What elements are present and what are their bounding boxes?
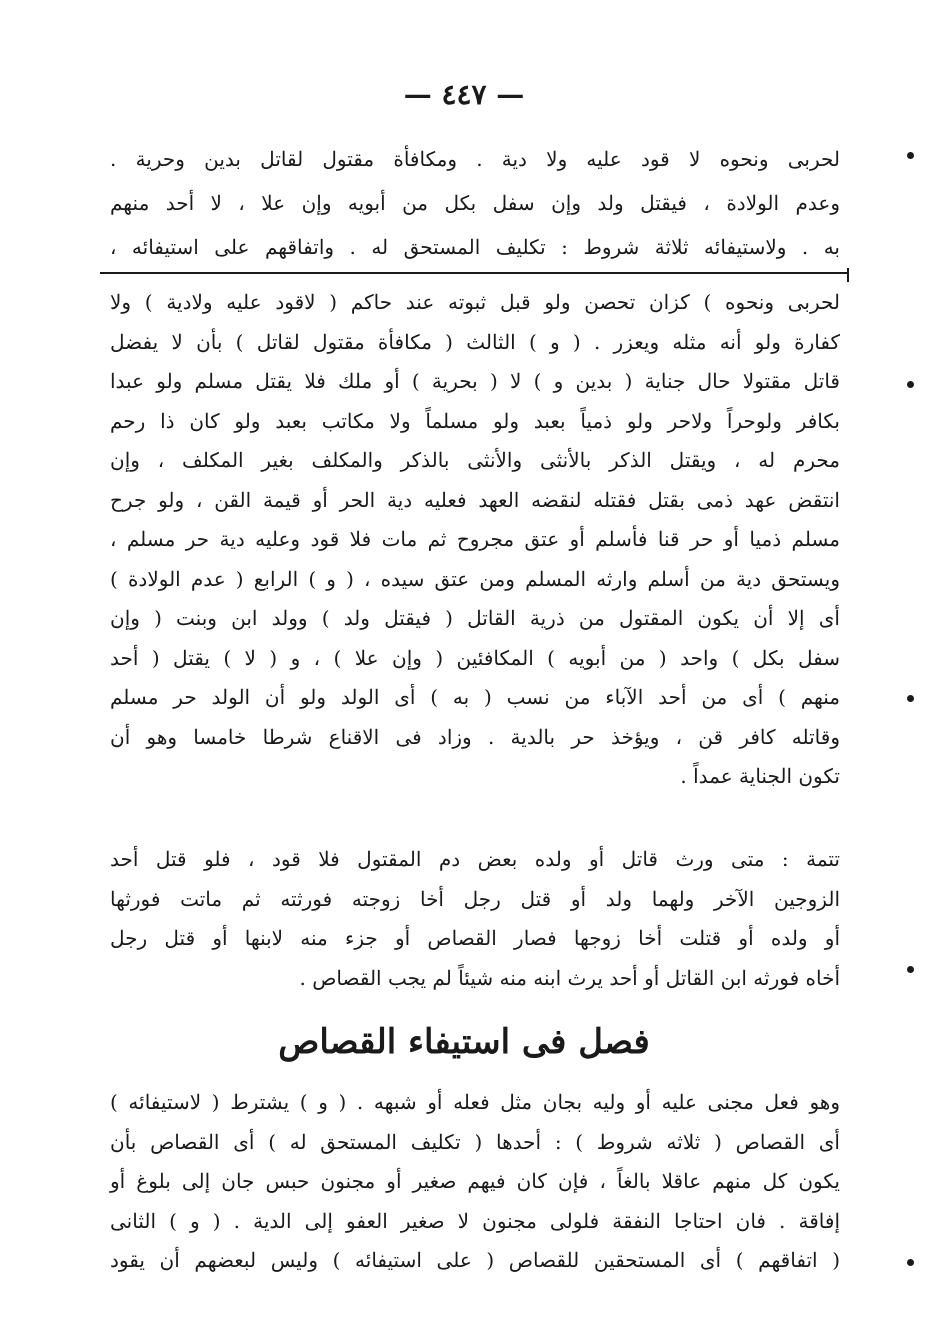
- sharh-line: انتقض عهد ذمى بقتل فقتله لنقضه العهد فعليه دية الحر أو قيمة القن ، ولو جرح: [110, 487, 840, 512]
- fasl-paragraph: [110, 1083, 840, 1281]
- fasl-line: يكون كل منهم عاقلا بالغاً ، فإن كان فيهم صغير أو مجنون حبس جان إلى بلوغ أو: [110, 1169, 840, 1193]
- section-heading: فصل فى استيفاء القصاص: [278, 1022, 650, 1062]
- tatimma-line: أو ولده أو قتلت أخا زوجها فصار القصاص أو جزء منه لابنها أو قتل رجل: [110, 926, 840, 950]
- sharh-line: بكافر ولوحراً ولاحر ولو ذمياً بعبد ولو مسلماً ولا مكاتب بعبد ولو كان ذا رحم: [110, 408, 840, 433]
- sharh-line: محرم له ، ويقتل الذكر بالأنثى والأنثى بالذكر والمكلف بغير المكلف ، وإن: [110, 448, 840, 472]
- tatimma-line: تتمة : متى ورث قاتل أو ولده بعض دم المقتول فلا قود ، فلو قتل أحد: [110, 847, 840, 871]
- sharh-line: لحربى ونحوه ) كزان تحصن ولو قبل ثبوته عند حاكم ( لاقود عليه ولادية ) ولا: [110, 290, 840, 314]
- matn-text-block: [110, 137, 840, 269]
- page-number: — ٤٤٧ —: [403, 78, 525, 111]
- margin-dot: [907, 966, 914, 973]
- margin-dot: [907, 1259, 914, 1266]
- sharh-commentary-block: [110, 283, 840, 797]
- fasl-line: ( اتفاقهم ) أى المستحقين للقصاص ( على استيفائه ) وليس لبعضهم أن يقود: [110, 1248, 840, 1272]
- tatimma-paragraph: [110, 840, 840, 998]
- tatimma-line: أخاه فورثه ابن القاتل أو أحد يرث ابنه منه شيئاً لم يجب القصاص .: [299, 965, 840, 990]
- sharh-line: وقاتله كافر قن ، ويؤخذ حر بالدية . وزاد فى الاقناع شرطا خامسا وهو أن: [110, 724, 840, 749]
- sharh-line: أى إلا أن يكون المقتول من ذرية القاتل ( فيقتل ولد ) وولد ابن وبنت ( وإن: [110, 606, 840, 630]
- fasl-line: أى القصاص ( ثلاثه شروط ) : أحدها ( تكليف المستحق له ) أى القصاص بأن: [110, 1129, 840, 1154]
- sharh-line: مسلم ذميا أو حر قنا فأسلم أو عتق مجروح ثم مات فلا قود وعليه دية حر مسلم ،: [110, 527, 840, 551]
- sharh-line: منهم ) أى من أحد الآباء من نسب ( به ) أى الولد ولو أن الولد حر مسلم: [110, 685, 840, 709]
- sharh-line: قاتل مقتولا حال جناية ( بدين و ) لا ( بحرية ) أو ملك فلا يقتل مسلم ولو عبدا: [110, 369, 840, 393]
- sharh-line: تكون الجناية عمداً .: [680, 764, 840, 788]
- sharh-line: سفل بكل ) واحد ( من أبويه ) المكافئين ( وإن علا ) ، و ( لا ) يقتل ( أحد: [110, 645, 840, 670]
- separator-rule-tick: [847, 268, 849, 282]
- margin-dot: [907, 695, 914, 702]
- matn-line: وعدم الولادة ، فيقتل ولد وإن سفل بكل من أبويه وإن علا ، لا أحد منهم: [110, 191, 840, 215]
- separator-rule: [100, 272, 848, 274]
- fasl-line: وهو فعل مجنى عليه أو وليه بجان مثل فعله أو شبهه . ( و ) يشترط ( لاستيفائه ): [110, 1090, 840, 1114]
- margin-dot: [907, 381, 914, 388]
- fasl-line: إفاقة . فان احتاجا النفقة فلولى مجنون لا صغير العفو إلى الدية . ( و ) الثانى: [110, 1208, 840, 1233]
- sharh-line: كفارة ولو أنه مثله ويعزر . ( و ) الثالث ( مكافأة مقتول لقاتل ) بأن لا يفضل: [110, 329, 840, 354]
- matn-line: لحربى ونحوه لا قود عليه ولا دية . ومكافأة مقتول لقاتل بدين وحرية .: [110, 147, 840, 171]
- tatimma-line: الزوجين الآخر ولهما ولد أو قتل رجل أخا زوجته فورثته ثم ماتت فورثها: [110, 886, 840, 911]
- sharh-line: ويستحق دية من أسلم وارثه المسلم ومن عتق سيده ، ( و ) الرابع ( عدم الولادة ): [110, 566, 840, 591]
- margin-dot: [907, 152, 914, 159]
- matn-line: به . ولاستيفائه ثلاثة شروط : تكليف المستحق له . واتفاقهم على استيفائه ،: [110, 235, 840, 259]
